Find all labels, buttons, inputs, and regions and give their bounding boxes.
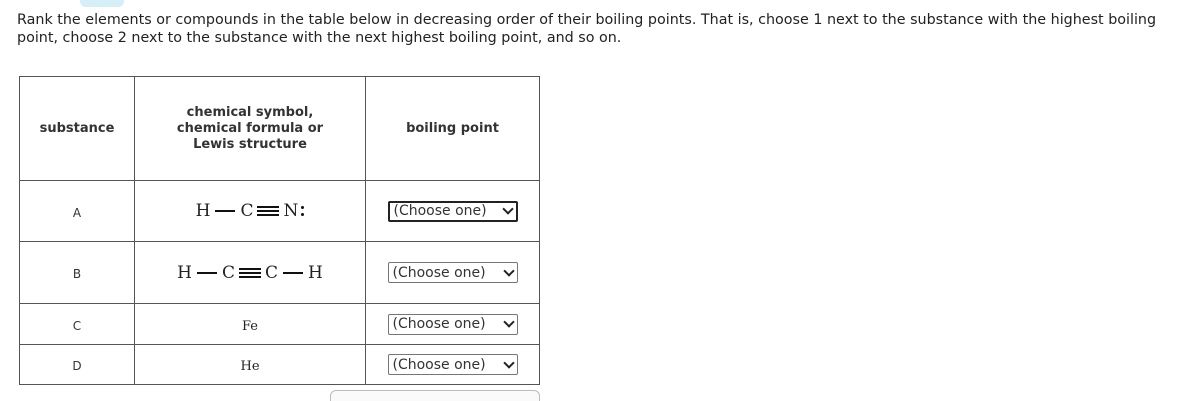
atom-c: C: [240, 201, 254, 221]
atom-c: C: [265, 262, 279, 283]
atom-h: H: [195, 201, 211, 221]
header-chemical-structure: [135, 77, 366, 181]
select-value: (Choose one): [393, 203, 487, 220]
rank-select-c[interactable]: [388, 314, 518, 335]
atom-c: C: [221, 262, 235, 283]
substance-letter: C: [72, 318, 82, 333]
boiling-point-cell: [366, 304, 540, 345]
single-bond: [283, 272, 303, 274]
header-substance: substance: [20, 77, 135, 181]
rank-select-b[interactable]: [388, 262, 518, 283]
top-tab-decoration: [80, 0, 124, 7]
lone-pair-dots: [301, 205, 304, 217]
substance-letter: A: [72, 205, 82, 220]
header-boiling-point: boiling point: [366, 77, 540, 181]
rank-select-a[interactable]: [388, 201, 518, 222]
chevron-down-icon: [502, 204, 513, 215]
lewis-structure-cell: [135, 242, 366, 304]
substance-letter: B: [72, 267, 82, 281]
table-row: [20, 304, 540, 345]
substance-label: [20, 304, 135, 345]
select-value: (Choose one): [392, 264, 486, 281]
boiling-point-cell: [366, 345, 540, 385]
table-row: [20, 345, 540, 385]
atom-h: H: [308, 262, 323, 283]
lewis-structure-hcn: [196, 201, 305, 221]
chemical-symbol-fe: Fe: [241, 318, 258, 334]
chevron-down-icon: [503, 317, 514, 328]
substance-label: [20, 181, 135, 242]
lewis-structure-c2h2: [177, 263, 323, 283]
substance-letter: D: [72, 359, 82, 373]
table-row: [20, 242, 540, 304]
header-chemical-label: chemical symbol, chemical formula or Lewis structure: [176, 104, 324, 152]
chevron-down-icon: [503, 265, 514, 276]
single-bond: [197, 272, 217, 274]
chemical-symbol-cell: [135, 345, 366, 385]
atom-n: N: [283, 201, 299, 221]
select-value: (Choose one): [392, 316, 486, 333]
rank-select-d[interactable]: [388, 354, 518, 375]
question-prompt: Rank the elements or compounds in the table below in decreasing order of their boiling points. That is, choose 1 next to the substance with the highest boiling point, choose 2 next to the substance with the next highest boiling point, and so on.: [17, 12, 1157, 46]
lewis-structure-cell: [135, 181, 366, 242]
chevron-down-icon: [503, 357, 514, 368]
triple-bond: [239, 268, 261, 278]
single-bond: [215, 210, 235, 212]
substance-label: [20, 345, 135, 385]
table-header-row: [20, 77, 540, 181]
table-row: [20, 181, 540, 242]
boiling-point-cell: [366, 242, 540, 304]
chemical-symbol-he: He: [240, 359, 260, 374]
ranking-table: [19, 76, 540, 385]
substance-label: [20, 242, 135, 304]
atom-h: H: [177, 262, 192, 283]
chemical-symbol-cell: [135, 304, 366, 345]
select-value: (Choose one): [392, 356, 486, 373]
triple-bond: [257, 206, 279, 216]
boiling-point-cell: [366, 181, 540, 242]
